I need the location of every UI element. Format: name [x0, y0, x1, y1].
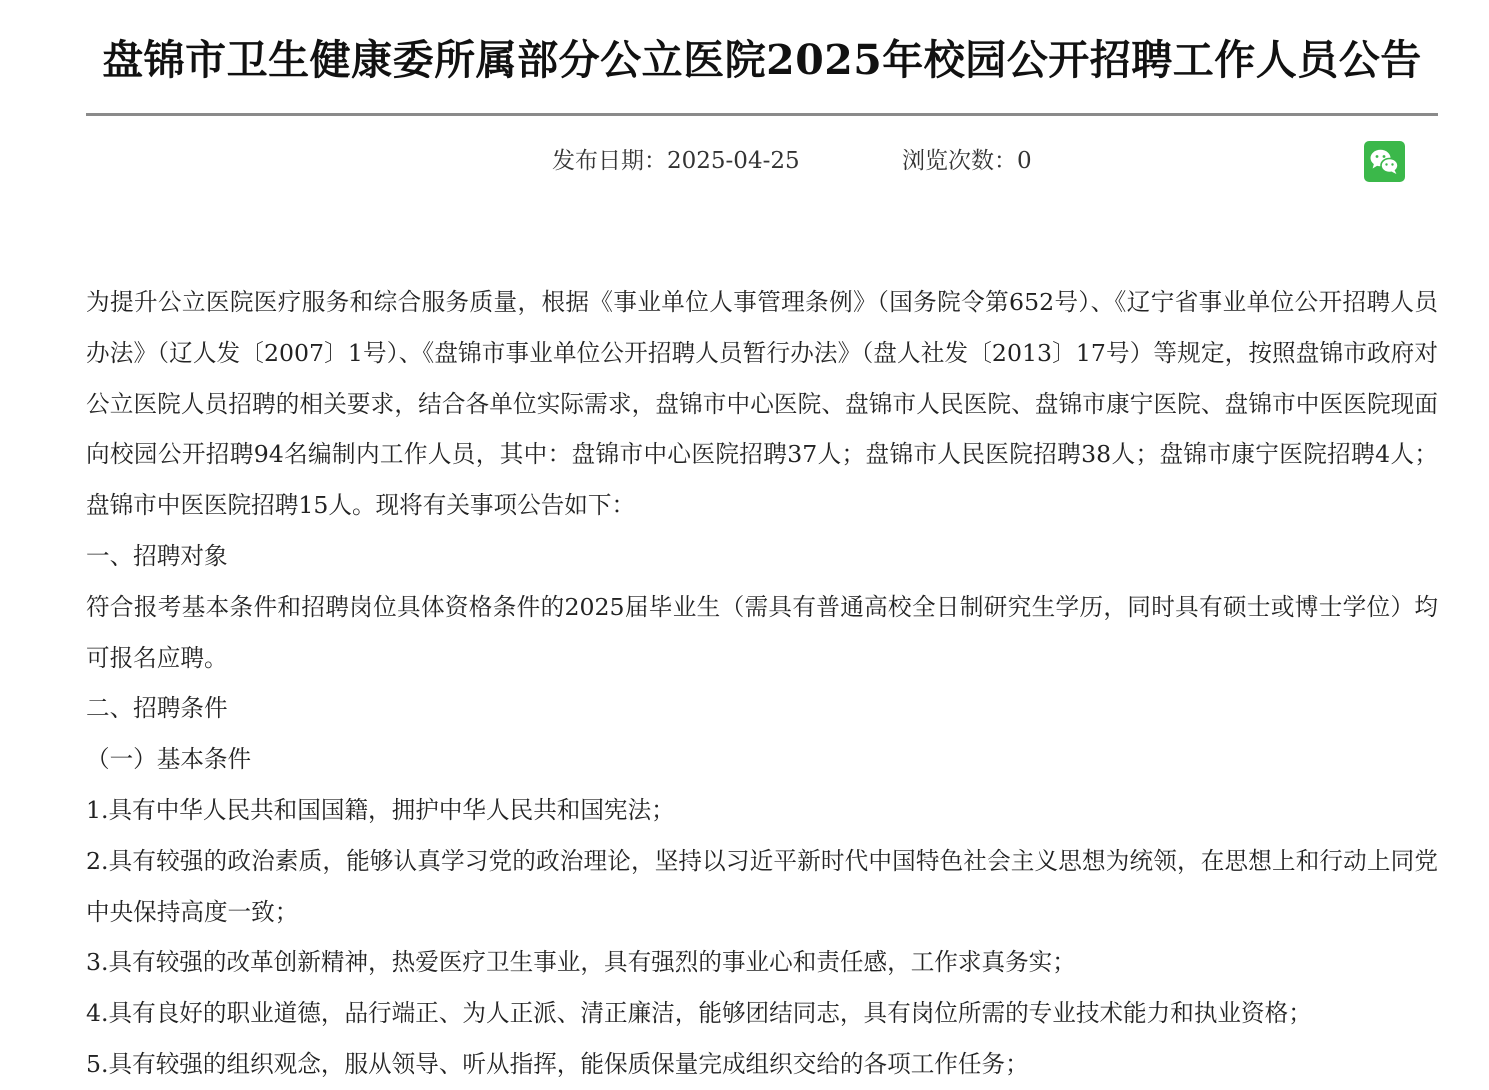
condition-item: 3.具有较强的改革创新精神，热爱医疗卫生事业，具有强烈的事业心和责任感，工作求真务实；	[86, 948, 1076, 977]
title-divider	[86, 113, 1438, 116]
publish-date: 发布日期：2025-04-25	[552, 148, 800, 174]
subsection-heading-basic-conditions: （一）基本条件	[86, 745, 252, 774]
condition-item: 4.具有良好的职业道德，品行端正、为人正派、清正廉洁，能够团结同志，具有岗位所需的专业技术能力和执业资格；	[86, 999, 1312, 1028]
condition-item: 2.具有较强的政治素质，能够认真学习党的政治理论，坚持以习近平新时代中国特色社会主义思想为统领，在思想上和行动上同党中央保持高度一致；	[86, 846, 1438, 926]
wechat-icon	[1364, 141, 1405, 182]
article-body	[86, 277, 1438, 1090]
section-heading-recruitment-conditions: 二、招聘条件	[86, 694, 228, 723]
section-heading-recruitment-target: 一、招聘对象	[86, 541, 228, 570]
view-count: 浏览次数：0	[902, 148, 1032, 174]
recruitment-target-paragraph: 符合报考基本条件和招聘岗位具体资格条件的2025届毕业生（需具有普通高校全日制研究生学历，同时具有硕士或博士学位）均可报名应聘。	[86, 592, 1438, 672]
intro-paragraph: 为提升公立医院医疗服务和综合服务质量，根据《事业单位人事管理条例》（国务院令第652号）、《辽宁省事业单位公开招聘人员办法》（辽人发〔2007〕1号）、《盘锦市事业单位公开招聘人员暂行办法》（盘人社发〔2013〕17号）等规定，按照盘锦市政府对公立医院人员招聘的相关要求，结合各单位实际需求，盘锦市中心医院、盘锦市人民医院、盘锦市康宁医院、盘锦市中医医院现面向校园公开招聘94名编制内工作人员，其中：盘锦市中心医院招聘37人；盘锦市人民医院招聘38人；盘锦市康宁医院招聘4人；盘锦市中医医院招聘15人。现将有关事项公告如下：	[86, 288, 1438, 520]
condition-item: 1.具有中华人民共和国国籍，拥护中华人民共和国宪法；	[86, 795, 675, 824]
condition-item: 5.具有较强的组织观念，服从领导、听从指挥，能保质保量完成组织交给的各项工作任务；	[86, 1049, 1029, 1078]
wechat-share-button[interactable]	[1364, 141, 1405, 182]
page-title: 盘锦市卫生健康委所属部分公立医院2025年校园公开招聘工作人员公告	[102, 36, 1422, 84]
